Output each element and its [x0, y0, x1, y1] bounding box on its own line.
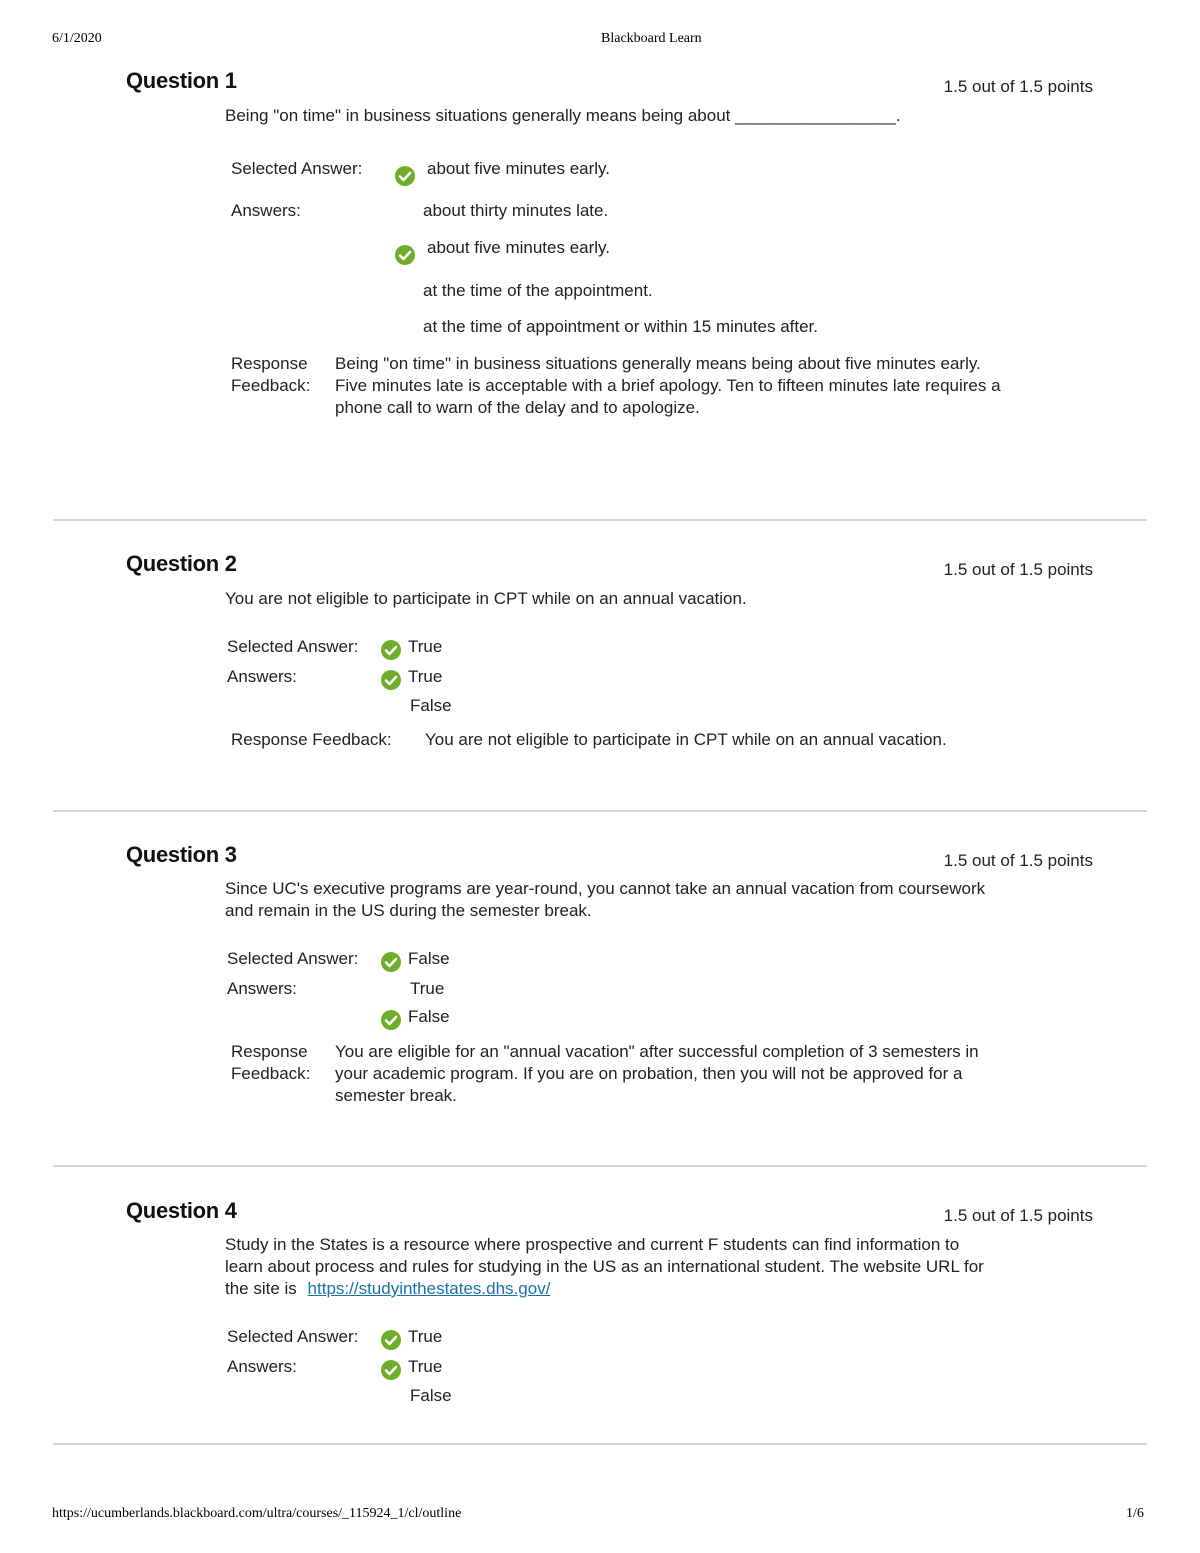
- answers-label: Answers:: [231, 201, 301, 220]
- check-circle-icon: [381, 1360, 401, 1380]
- check-circle-icon: [381, 1330, 401, 1350]
- response-feedback-label: Response Feedback:: [231, 730, 392, 749]
- question-title: Question 4: [126, 1198, 237, 1223]
- separator: [53, 810, 1147, 812]
- question-text: Since UC's executive programs are year-round, you cannot take an annual vacation from coursework and remain in the US during the semester break.: [225, 879, 986, 920]
- answers-label: Answers:: [227, 979, 297, 998]
- check-circle-icon: [381, 1010, 401, 1030]
- answer-option: about five minutes early.: [427, 238, 610, 257]
- selected-answer-label: Selected Answer:: [227, 949, 359, 968]
- answer-option: False: [408, 1007, 450, 1026]
- selected-answer-label: Selected Answer:: [227, 1327, 359, 1346]
- check-circle-icon: [395, 245, 415, 265]
- response-feedback-text: You are not eligible to participate in CPT while on an annual vacation.: [425, 730, 947, 749]
- studyinthestates-link[interactable]: https://studyinthestates.dhs.gov/: [307, 1279, 551, 1298]
- response-feedback-label: Response Feedback:: [231, 354, 311, 395]
- selected-answer-label: Selected Answer:: [227, 637, 359, 656]
- selected-answer-value: about five minutes early.: [427, 159, 610, 178]
- answer-option: True: [408, 667, 443, 686]
- check-circle-icon: [395, 166, 415, 186]
- answer-option: about thirty minutes late.: [423, 201, 609, 220]
- print-date: 6/1/2020: [52, 31, 102, 46]
- print-url: https://ucumberlands.blackboard.com/ultra/courses/_115924_1/cl/outline: [52, 1506, 462, 1521]
- answer-option: False: [410, 696, 452, 715]
- separator: [53, 1165, 1147, 1167]
- answers-label: Answers:: [227, 1357, 297, 1376]
- page-number: 1/6: [1126, 1506, 1144, 1521]
- selected-answer-value: True: [408, 1327, 443, 1346]
- question-text: You are not eligible to participate in CPT while on an annual vacation.: [225, 589, 747, 608]
- question-text: Being "on time" in business situations generally means being about _________________.: [225, 106, 901, 125]
- question-points: 1.5 out of 1.5 points: [943, 560, 1093, 579]
- response-feedback-text: You are eligible for an "annual vacation" after successful completion of 3 semesters in your academic program. If you are on probation, then you will not be approved for a semester break.: [335, 1042, 979, 1105]
- check-circle-icon: [381, 952, 401, 972]
- question-title: Question 3: [126, 842, 237, 867]
- question-text: Study in the States is a resource where prospective and current F students can find information to learn about process and rules for studying in the US as an international student. The website URL for the site is https://studyinthestates.dhs.gov/: [225, 1235, 984, 1298]
- check-circle-icon: [381, 670, 401, 690]
- answers-label: Answers:: [227, 667, 297, 686]
- question-points: 1.5 out of 1.5 points: [943, 1206, 1093, 1225]
- selected-answer-label: Selected Answer:: [231, 159, 363, 178]
- response-feedback-label: Response Feedback:: [231, 1042, 311, 1083]
- answer-option: at the time of appointment or within 15 minutes after.: [423, 317, 818, 336]
- selected-answer-value: True: [408, 637, 443, 656]
- answer-option: True: [408, 1357, 443, 1376]
- selected-answer-value: False: [408, 949, 450, 968]
- answer-option: at the time of the appointment.: [423, 281, 653, 300]
- answer-option: True: [410, 979, 445, 998]
- question-title: Question 1: [126, 68, 237, 93]
- print-title: Blackboard Learn: [601, 31, 702, 46]
- question-points: 1.5 out of 1.5 points: [943, 77, 1093, 96]
- separator: [53, 1443, 1147, 1445]
- question-title: Question 2: [126, 551, 237, 576]
- check-circle-icon: [381, 640, 401, 660]
- question-points: 1.5 out of 1.5 points: [943, 851, 1093, 870]
- answer-option: False: [410, 1386, 452, 1405]
- separator: [53, 519, 1147, 521]
- response-feedback-text: Being "on time" in business situations generally means being about five minutes early. Five minutes late is acceptable with a brief apology. Ten to fifteen minutes late requires a phone call to warn of the delay and to apologize.: [335, 354, 1001, 417]
